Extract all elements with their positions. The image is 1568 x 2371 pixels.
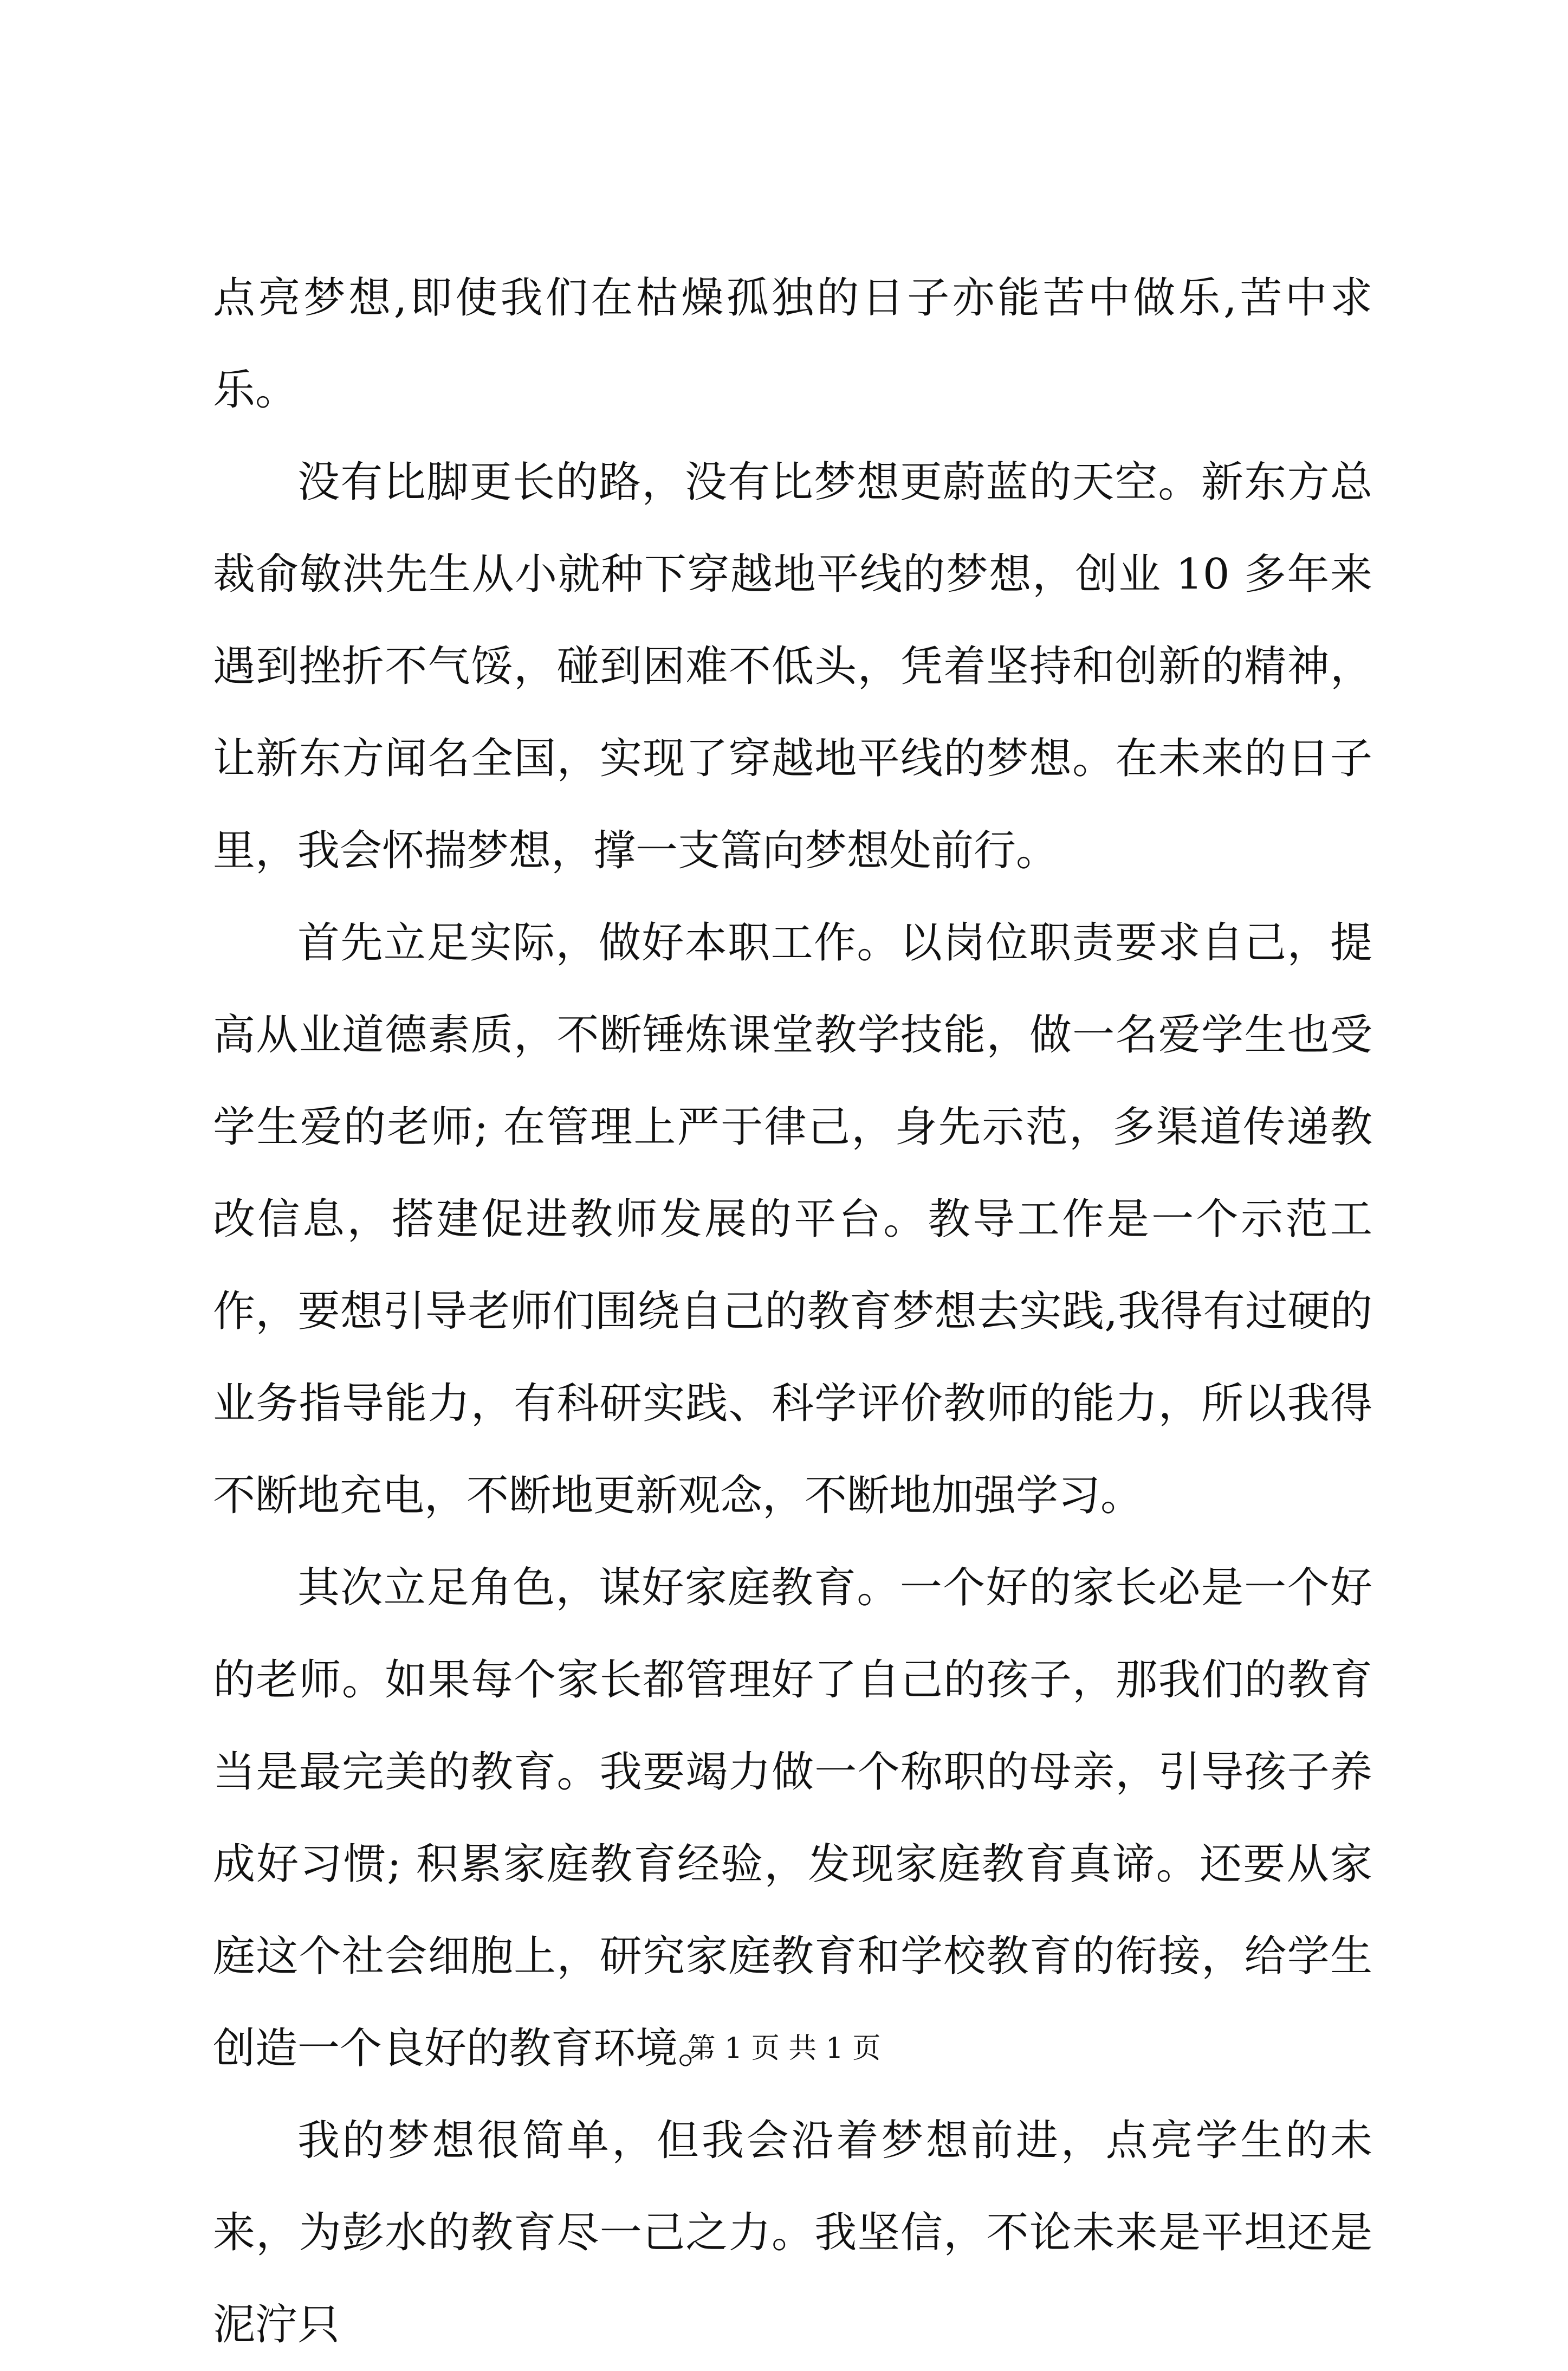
page-number-footer: 第 1 页 共 1 页 — [687, 2032, 881, 2065]
paragraph-3: 首先立足实际，做好本职工作。以岗位职责要求自己，提高从业道德素质，不断锤炼课堂教学技能，做一名爱学生也受学生爱的老师; 在管理上严于律己，身先示范，多渠道传递教改信息，搭建促进教师发展的平台。教导工作是一个示范工作，要想引导老师们围绕自己的教育梦想去实践,我得有过硬的业务指导能力，有科研实践、科学评价教师的能力，所以我得不断地充电，不断地更新观念，不断地加强学习。 — [213, 919, 1372, 1520]
paragraph-2: 没有比脚更长的路，没有比梦想更蔚蓝的天空。新东方总裁俞敏洪先生从小就种下穿越地平线的梦想，创业 10 多年来遇到挫折不气馁，碰到困难不低头，凭着坚持和创新的精神，让新东方闻名全国，实现了穿越地平线的梦想。在未来的日子里，我会怀揣梦想，撑一支篙向梦想处前行。 — [213, 458, 1372, 875]
paragraph-5: 我的梦想很简单，但我会沿着梦想前进，点亮学生的未来，为彭水的教育尽一己之力。我坚信，不论未来是平坦还是泥泞只 — [213, 2116, 1372, 2349]
paragraph-4: 其次立足角色，谋好家庭教育。一个好的家长必是一个好的老师。如果每个家长都管理好了自己的孩子，那我们的教育当是最完美的教育。我要竭力做一个称职的母亲，引导孩子养成好习惯; 积累家庭教育经验，发现家庭教育真谛。还要从家庭这个社会细胞上，研究家庭教育和学校教育的衔接，给学生创造一个良好的教育环境。 — [213, 1564, 1372, 2073]
paragraph-1: 点亮梦想,即使我们在枯燥孤独的日子亦能苦中做乐,苦中求乐。 — [213, 274, 1372, 415]
